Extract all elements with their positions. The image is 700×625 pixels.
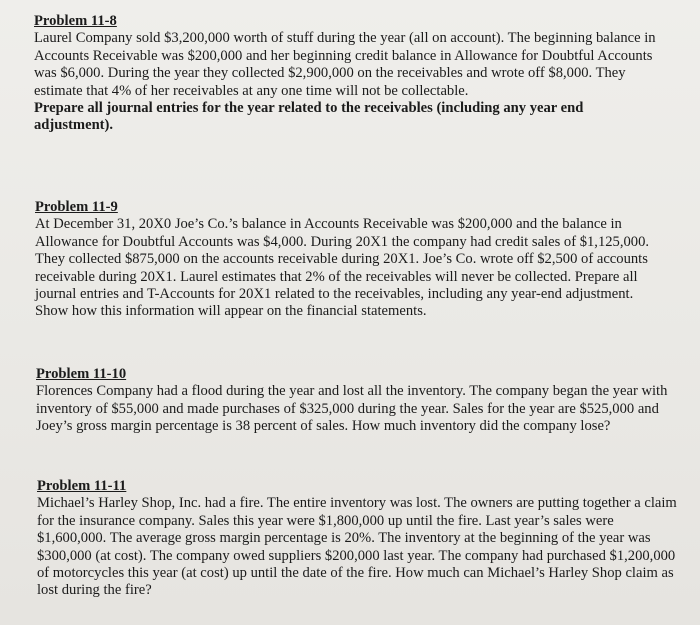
- problem-text: At December 31, 20X0 Joe’s Co.’s balance in Accounts Receivable was $200,000 and the balance in Allowance for Doubtful Accounts was $4,000. During 20X1 the company had credit sales of $1,125,000. They collected $875,000 on the accounts receivable during 20X1. Joe’s Co. wrote off $2,500 of accounts receivable during 20X1. Laurel estimates that 2% of the receivables will never be collected. Prepare all journal entries and T-Accounts for 20X1 related to the receivables, including any year-end adjustment. Show how this information will appear on the financial statements.: [35, 216, 650, 320]
- problem-instruction: Prepare all journal entries for the year related to the receivables (including any year end adjustment).: [34, 100, 584, 134]
- problem-text: Michael’s Harley Shop, Inc. had a fire. The entire inventory was lost. The owners are putting together a claim for the insurance company. Sales this year were $1,800,000 up until the fire. Last year’s sales were $1,600,000. The average gross margin percentage is 20%. The inventory at the beginning of the year was $300,000 (at cost). The company owed suppliers $200,000 last year. The company had purchased $1,200,000 of motorcycles this year (at cost) up until the date of the fire. How much can Michael’s Harley Shop claim as lost during the fire?: [37, 495, 677, 599]
- problem-11-10: [36, 366, 668, 436]
- problem-title: Problem 11-9: [35, 199, 118, 215]
- problem-11-9: [35, 199, 667, 321]
- problem-11-11: [37, 478, 677, 600]
- problem-text: Florences Company had a flood during the year and lost all the inventory. The company began the year with inventory of $55,000 and made purchases of $325,000 during the year. Sales for the year are $525,000 and Joey’s gross margin percentage is 38 percent of sales. How much inventory did the company lose?: [36, 383, 668, 435]
- problem-title: Problem 11-11: [37, 478, 127, 494]
- problem-title: Problem 11-10: [36, 366, 127, 382]
- problem-title: Problem 11-8: [34, 13, 117, 29]
- problem-text: Laurel Company sold $3,200,000 worth of stuff during the year (all on account). The beginning balance in Accounts Receivable was $200,000 and her beginning credit balance in Allowance for Doubtful Accounts was $6,000. During the year they collected $2,900,000 on the receivables and wrote off $8,000. They estimate that 4% of her receivables at any one time will not be collectable.: [34, 30, 656, 99]
- problem-11-8: [34, 13, 666, 135]
